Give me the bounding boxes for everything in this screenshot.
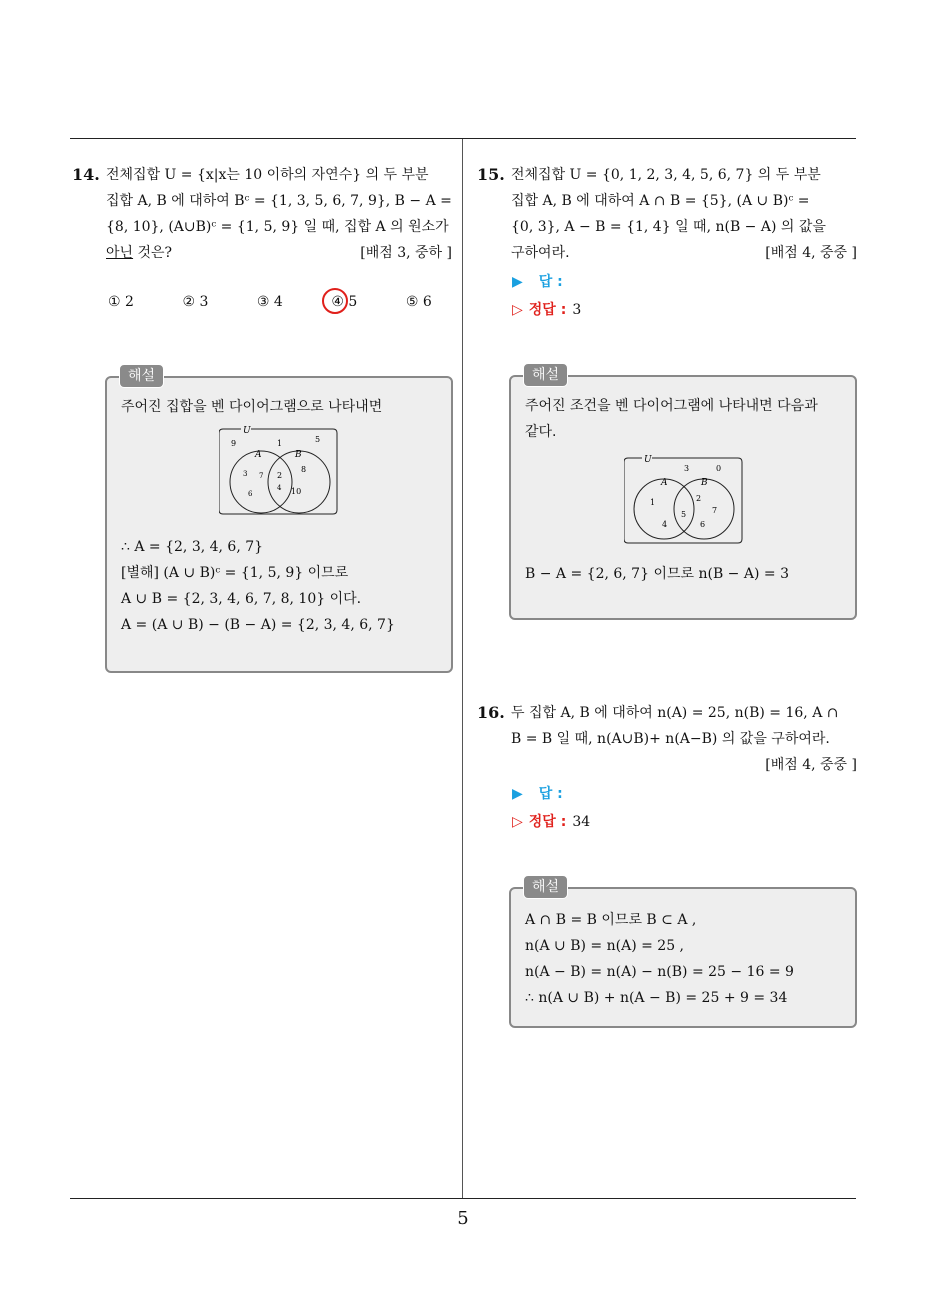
choice-2[interactable]: ② 3 xyxy=(182,294,209,310)
solution-tab: 해설 xyxy=(523,363,568,387)
venn-set-b-label: B xyxy=(295,450,302,460)
venn-element: 4 xyxy=(277,484,282,492)
venn-element: 4 xyxy=(662,520,668,529)
outline-triangle-icon: ▷ xyxy=(512,302,523,318)
correct-answer-row xyxy=(512,808,590,836)
venn-element: 2 xyxy=(696,494,702,503)
answer-section-16 xyxy=(512,780,590,836)
solution-intro: 주어진 집합을 벤 다이어그램으로 나타내면 xyxy=(121,399,383,415)
venn-element: 6 xyxy=(700,520,706,529)
answer-section-15 xyxy=(512,268,581,324)
question-body xyxy=(106,162,456,266)
question-text: 것은? xyxy=(133,245,173,261)
outline-triangle-icon: ▷ xyxy=(512,814,523,830)
solution-tab: 해설 xyxy=(523,875,568,899)
venn-element: 3 xyxy=(684,464,690,473)
venn-element: 9 xyxy=(231,439,237,448)
solution-tab: 해설 xyxy=(119,364,164,388)
venn-set-a-label: A xyxy=(661,478,668,488)
question-line: 집합 A, B 에 대하여 A ∩ B = {5}, (A ∪ B)ᶜ = xyxy=(511,193,810,209)
venn-element: 3 xyxy=(243,470,248,478)
choice-label: ④ 5 xyxy=(331,294,358,310)
answer-row xyxy=(512,780,590,808)
solution-line: n(A ∪ B) = n(A) = 25 , xyxy=(525,938,684,954)
question-15 xyxy=(477,162,859,266)
question-line: {0, 3}, A − B = {1, 4} 일 때, n(B − A) 의 값을 xyxy=(511,219,826,235)
venn-element: 1 xyxy=(277,439,283,448)
choice-5[interactable]: ⑤ 6 xyxy=(405,294,432,310)
solution-line: A ∩ B = B 이므로 B ⊂ A , xyxy=(525,912,697,928)
solution-line: [별해] (A ∪ B)ᶜ = {1, 5, 9} 이므로 xyxy=(121,565,349,581)
venn-element: 0 xyxy=(716,464,722,473)
question-body xyxy=(511,700,859,778)
solution-line: ∴ A = {2, 3, 4, 6, 7} xyxy=(121,539,264,555)
solution-line: A = (A ∪ B) − (B − A) = {2, 3, 4, 6, 7} xyxy=(121,617,395,633)
score-label: [배점 4, 중중 ] xyxy=(765,245,857,261)
answer-row xyxy=(512,268,581,296)
score-label: [배점 4, 중중 ] xyxy=(765,757,857,773)
solution-intro: 주어진 조건을 벤 다이어그램에 나타내면 다음과 xyxy=(525,398,818,414)
solution-intro: 같다. xyxy=(525,424,557,440)
venn-set-b-label: B xyxy=(701,478,708,488)
venn-element: 6 xyxy=(248,490,253,498)
play-triangle-icon: ▶ xyxy=(512,786,523,802)
correct-answer-label: 정답 : xyxy=(528,302,567,318)
selected-circle-mark xyxy=(322,288,348,314)
venn-universe-label: U xyxy=(644,455,652,465)
question-text: 구하여라. xyxy=(511,245,570,261)
answer-label: 답 : xyxy=(538,786,563,802)
play-triangle-icon: ▶ xyxy=(512,274,523,290)
venn-diagram-15 xyxy=(624,453,748,547)
question-line: 두 집합 A, B 에 대하여 n(A) = 25, n(B) = 16, A ∩ xyxy=(511,705,839,721)
venn-set-a-label: A xyxy=(255,450,262,460)
question-number: 15. xyxy=(477,165,505,184)
question-number: 16. xyxy=(477,703,505,722)
top-rule xyxy=(70,138,856,139)
choice-4-selected[interactable] xyxy=(331,294,401,310)
answer-choices xyxy=(108,294,476,310)
answer-label: 답 : xyxy=(538,274,563,290)
question-line: 전체집합 U = {0, 1, 2, 3, 4, 5, 6, 7} 의 두 부분 xyxy=(511,167,821,183)
score-label: [배점 3, 중하 ] xyxy=(360,245,452,261)
venn-universe-label: U xyxy=(243,426,251,436)
solution-line: ∴ n(A ∪ B) + n(A − B) = 25 + 9 = 34 xyxy=(525,990,788,1006)
correct-answer-value: 34 xyxy=(572,814,591,830)
question-line: 전체집합 U = {x|x는 10 이하의 자연수} 의 두 부분 xyxy=(106,167,429,183)
solution-line: n(A − B) = n(A) − n(B) = 25 − 16 = 9 xyxy=(525,964,794,980)
venn-element: 8 xyxy=(301,465,307,474)
solution-line: A ∪ B = {2, 3, 4, 6, 7, 8, 10} 이다. xyxy=(121,591,362,607)
correct-answer-label: 정답 : xyxy=(528,814,567,830)
choice-3[interactable]: ③ 4 xyxy=(256,294,283,310)
solution-box-16 xyxy=(509,879,857,1028)
question-line xyxy=(511,240,859,266)
venn-element: 2 xyxy=(277,471,283,480)
venn-diagram-14 xyxy=(219,424,349,524)
venn-element: 5 xyxy=(681,510,687,519)
venn-element: 1 xyxy=(650,498,656,507)
solution-result: B − A = {2, 6, 7} 이므로 n(B − A) = 3 xyxy=(525,566,789,582)
question-body xyxy=(511,162,859,266)
correct-answer-row xyxy=(512,296,581,324)
correct-answer-value: 3 xyxy=(572,302,582,318)
question-16 xyxy=(477,700,859,778)
question-number: 14. xyxy=(72,165,100,184)
bottom-rule xyxy=(70,1198,856,1199)
venn-element: 7 xyxy=(712,506,718,515)
choice-1[interactable]: ① 2 xyxy=(108,294,134,310)
underlined-word: 아닌 xyxy=(106,245,134,261)
venn-element: 10 xyxy=(291,487,302,496)
venn-element: 7 xyxy=(259,472,264,480)
question-line: B = B 일 때, n(A∪B)+ n(A−B) 의 값을 구하여라. xyxy=(511,731,830,747)
solution-box-14 xyxy=(105,368,453,673)
question-14 xyxy=(72,162,456,266)
venn-element: 5 xyxy=(315,435,321,444)
page-number: 5 xyxy=(457,1208,469,1229)
question-line xyxy=(106,240,456,266)
question-line: 집합 A, B 에 대하여 Bᶜ = {1, 3, 5, 6, 7, 9}, B − A = xyxy=(106,193,452,209)
solution-box-15 xyxy=(509,367,857,620)
question-line: {8, 10}, (A∪B)ᶜ = {1, 5, 9} 일 때, 집합 A 의 원소가 xyxy=(106,219,449,235)
